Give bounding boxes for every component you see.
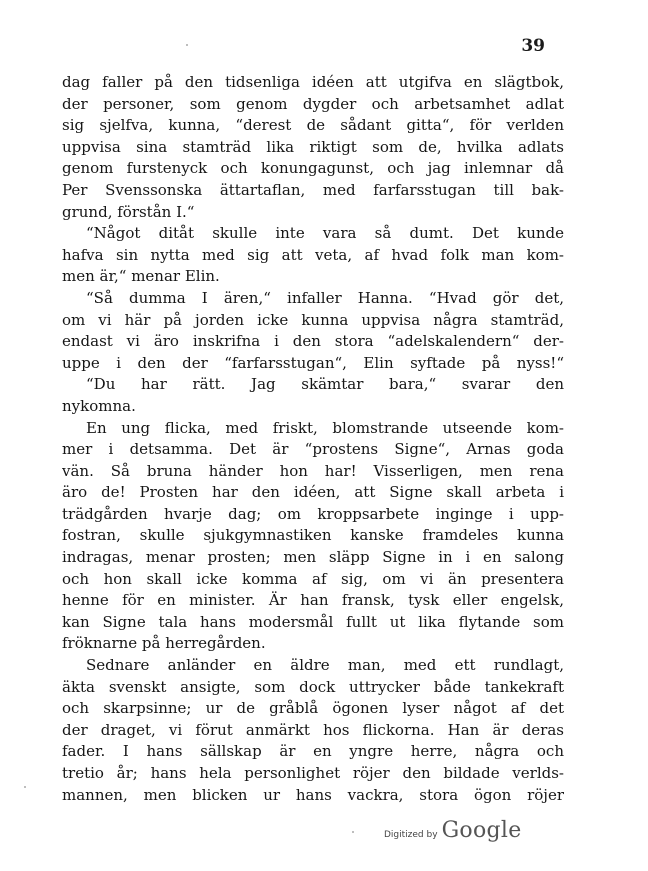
- text-line: äkta svenskt ansigte, som dock uttrycker både tankekraft: [62, 677, 564, 696]
- text-line: kan Signe tala hans modersmål fullt ut lika flytande som: [62, 612, 564, 631]
- text-line: hafva sin nytta med sig att veta, af hvad folk man kom-: [62, 245, 564, 264]
- text-line: äro de! Prosten har den idéen, att Signe skall arbeta i: [62, 483, 564, 502]
- text-line: Per Svenssonska ättartaflan, med farfarsstugan till bak-: [62, 180, 564, 199]
- text-line: vän. Så bruna händer hon har! Visserligen, men rena: [62, 461, 564, 480]
- text-line: indragas, menar prosten; men släpp Signe in i en salong: [62, 548, 564, 567]
- digitized-by-google-watermark: [384, 818, 564, 848]
- text-line: uppe i den der “farfarsstugan“, Elin syftade på nyss!“: [62, 353, 564, 372]
- text-line: fostran, skulle sjukgymnastiken kanske framdeles kunna: [62, 526, 564, 545]
- text-line: mer i detsamma. Det är “prostens Signe“, Arnas goda: [62, 440, 564, 459]
- page-body-text: [62, 72, 564, 806]
- google-logo: Google: [441, 818, 522, 843]
- text-line: henne för en minister. Är han fransk, tysk eller engelsk,: [62, 591, 564, 610]
- scan-speck: [186, 44, 188, 46]
- text-line: fröknarne på herregården.: [62, 634, 266, 653]
- text-line: “Något ditåt skulle inte vara så dumt. Det kunde: [86, 224, 564, 243]
- text-line: “Du har rätt. Jag skämtar bara,“ svarar den: [86, 375, 564, 394]
- text-line: endast vi äro inskrifna i den stora “adelskalendern“ der-: [62, 332, 564, 351]
- scan-speck: [24, 786, 26, 788]
- scan-speck: [352, 831, 354, 833]
- digitized-label: Digitized by: [384, 830, 438, 840]
- text-line: der personer, som genom dygder och arbetsamhet adlat: [62, 94, 564, 113]
- text-line: Sednare anländer en äldre man, med ett rundlagt,: [86, 656, 564, 675]
- text-line: och skarpsinne; ur de gråblå ögonen lyser något af det: [62, 699, 564, 718]
- text-line: genom furstenyck och konungagunst, och jag inlemnar då: [62, 159, 564, 178]
- text-line: nykomna.: [62, 396, 136, 415]
- text-line: sig sjelfva, kunna, “derest de sådant gitta“, för verlden: [62, 116, 564, 135]
- text-line: fader. I hans sällskap är en yngre herre, några och: [62, 742, 564, 761]
- text-line: tretio år; hans hela personlighet röjer den bildade verlds-: [62, 764, 564, 782]
- text-line: trädgården hvarje dag; om kroppsarbete inginge i upp-: [62, 504, 564, 523]
- page-number: 39: [521, 36, 545, 56]
- text-line: dag faller på den tidsenliga idéen att utgifva en slägtbok,: [62, 73, 564, 91]
- text-line: En ung flicka, med friskt, blomstrande utseende kom-: [86, 418, 564, 437]
- text-line: mannen, men blicken ur hans vackra, stora ögon röjer: [62, 785, 564, 804]
- text-line: grund, förstån I.“: [62, 202, 195, 221]
- text-line: men är,“ menar Elin.: [62, 267, 220, 286]
- text-line: uppvisa sina stamträd lika riktigt som de, hvilka adlats: [62, 137, 564, 156]
- text-line: och hon skall icke komma af sig, om vi än presentera: [62, 569, 564, 588]
- text-line: “Så dumma I ären,“ infaller Hanna. “Hvad gör det,: [86, 288, 564, 307]
- text-line: der draget, vi förut anmärkt hos flickorna. Han är deras: [62, 720, 564, 739]
- text-line: om vi här på jorden icke kunna uppvisa några stamträd,: [62, 310, 564, 329]
